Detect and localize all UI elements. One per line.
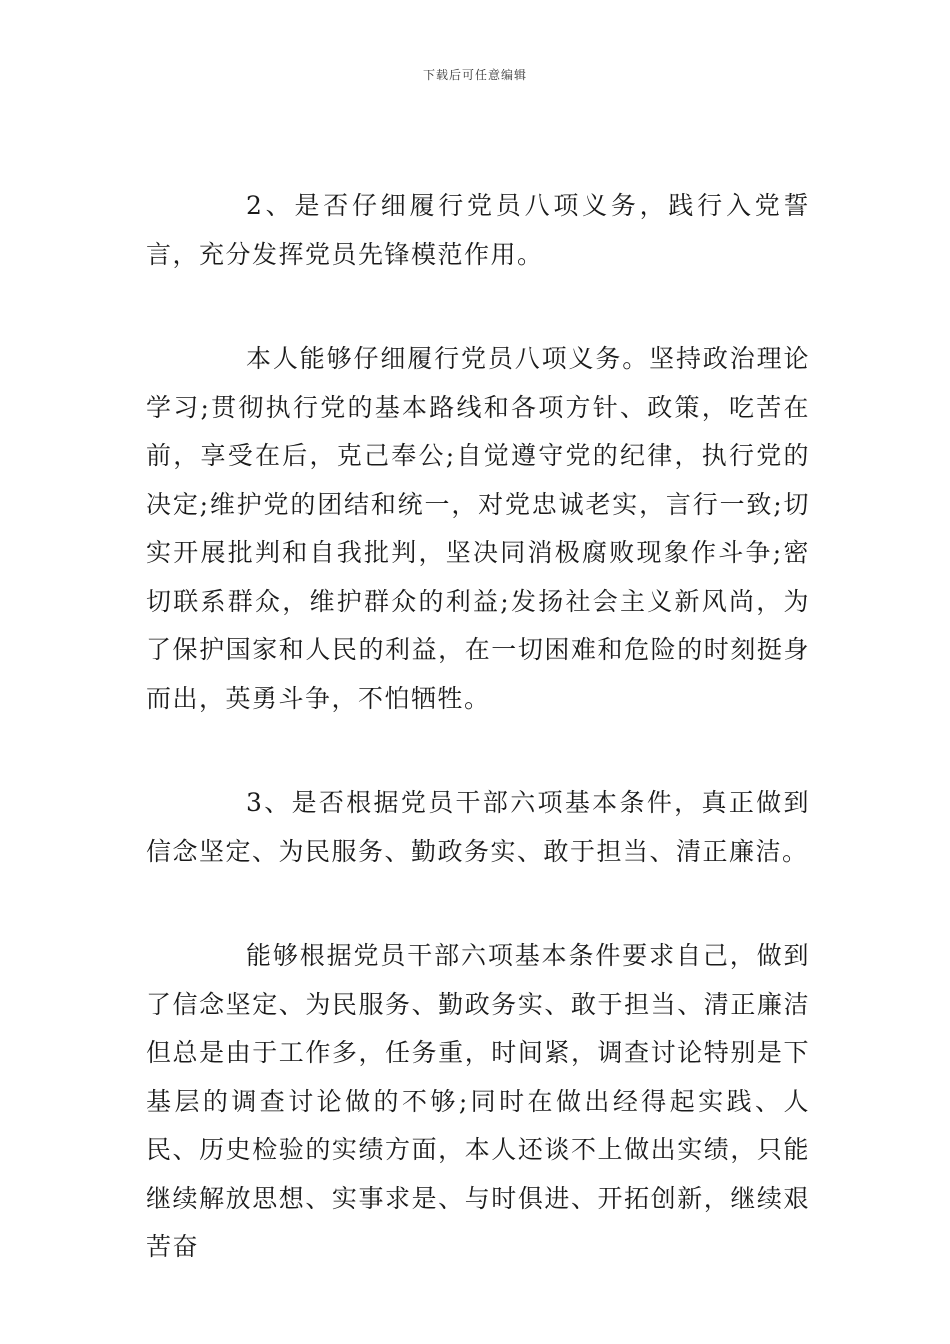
answer-2-paragraph: 本人能够仔细履行党员八项义务。坚持政治理论学习;贯彻执行党的基本路线和各项方针、政策，吃苦在前，享受在后，克己奉公;自觉遵守党的纪律，执行党的决定;维护党的团结和统一，对党忠诚老实，言行一致;切实开展批判和自我批判，坚决同消极腐败现象作斗争;密切联系群众，维护群众的利益;发扬社会主义新风尚，为了保护国家和人民的利益，在一切困难和危险的时刻挺身而出，英勇斗争，不怕牺牲。 bbox=[146, 344, 810, 713]
paragraph-gap bbox=[146, 723, 810, 779]
paragraph-gap bbox=[146, 279, 810, 335]
question-3-paragraph: 3、是否根据党员干部六项基本条件，真正做到信念坚定、为民服务、勤政务实、敢于担当、清正廉洁。 bbox=[146, 788, 810, 866]
question-2-paragraph: 2、是否仔细履行党员八项义务，践行入党誓言，充分发挥党员先锋模范作用。 bbox=[146, 191, 810, 269]
download-note: 下载后可任意编辑 bbox=[422, 68, 527, 82]
answer-3-paragraph: 能够根据党员干部六项基本条件要求自己，做到了信念坚定、为民服务、勤政务实、敢于担当、清正廉洁但总是由于工作多，任务重，时间紧，调查讨论特别是下基层的调查讨论做的不够;同时在做出经得起实践、人民、历史检验的实绩方面，本人还谈不上做出实绩，只能继续解放思想、实事求是、与时俱进、开拓创新，继续艰苦奋 bbox=[146, 941, 810, 1261]
document-body bbox=[146, 182, 810, 1272]
paragraph-gap bbox=[146, 876, 810, 932]
